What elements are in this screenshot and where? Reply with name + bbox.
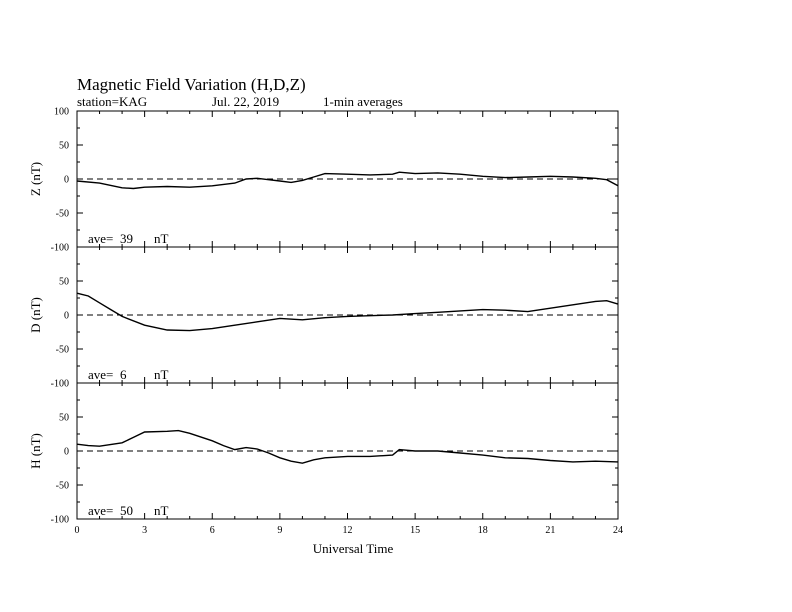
- chart-title: Magnetic Field Variation (H,D,Z): [77, 75, 306, 94]
- x-axis-label: Universal Time: [312, 541, 394, 556]
- y-tick-label: 0: [64, 310, 69, 322]
- ave-unit: nT: [154, 503, 169, 518]
- series-line-z: [77, 172, 618, 188]
- ave-label: ave=: [88, 231, 114, 246]
- x-tick-label: 15: [410, 525, 421, 536]
- y-tick-label: 50: [59, 276, 69, 288]
- y-tick-label: -100: [50, 514, 69, 526]
- panel-d: [28, 247, 618, 390]
- ave-label: ave=: [88, 503, 114, 518]
- series-line-d: [77, 293, 618, 330]
- panels-group: [28, 107, 623, 537]
- station-label: station=KAG: [77, 94, 148, 109]
- y-axis-label: Z (nT): [28, 161, 43, 197]
- y-tick-label: -100: [50, 242, 69, 254]
- x-tick-label: 21: [545, 525, 556, 536]
- y-tick-label: 0: [64, 446, 69, 458]
- x-tick-label: 12: [342, 525, 353, 536]
- ave-label: ave=: [88, 367, 114, 382]
- panel-z: [28, 107, 618, 254]
- ave-unit: nT: [154, 367, 169, 382]
- series-line-h: [77, 431, 618, 464]
- y-tick-label: 50: [59, 140, 69, 152]
- y-tick-label: 0: [64, 174, 69, 186]
- ave-unit: nT: [154, 231, 169, 246]
- panel-h: [28, 383, 618, 526]
- date-label: Jul. 22, 2019: [212, 94, 280, 109]
- y-tick-label: -50: [55, 480, 69, 492]
- x-tick-label: 18: [477, 525, 488, 536]
- ave-value: 39: [120, 231, 133, 246]
- x-tick-label: 6: [209, 525, 215, 536]
- y-tick-label: 100: [54, 106, 69, 118]
- ave-value: 50: [120, 503, 133, 518]
- x-tick-label: 3: [142, 525, 148, 536]
- averaging-label: 1-min averages: [323, 94, 403, 109]
- x-tick-label: 9: [277, 525, 283, 536]
- y-tick-label: -100: [50, 378, 69, 390]
- y-tick-label: -50: [55, 208, 69, 220]
- y-axis-label: D (nT): [28, 297, 43, 333]
- ave-value: 6: [120, 367, 127, 382]
- y-tick-label: 50: [59, 412, 69, 424]
- x-tick-label: 0: [74, 525, 80, 536]
- x-tick-label: 24: [613, 525, 623, 536]
- y-axis-label: H (nT): [28, 433, 43, 469]
- y-tick-label: -50: [55, 344, 69, 356]
